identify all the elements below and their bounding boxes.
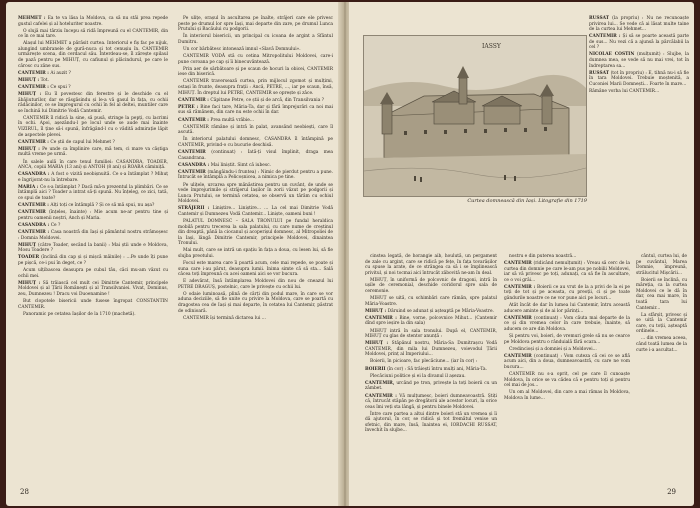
paragraph bbox=[178, 67, 333, 78]
paragraph bbox=[18, 243, 168, 254]
paragraph-text: Prea multă vrăbie... bbox=[210, 117, 254, 123]
paragraph bbox=[504, 316, 630, 333]
paragraph bbox=[178, 118, 333, 124]
speaker-name: CANTEMIR, bbox=[365, 380, 397, 386]
speaker-name: CASANDRA : bbox=[178, 162, 211, 168]
paragraph bbox=[178, 163, 333, 169]
paragraph bbox=[18, 210, 168, 221]
paragraph bbox=[589, 89, 689, 95]
paragraph bbox=[365, 341, 497, 358]
paragraph-text: CANTEMIR rămâne și intră în palat, avansând neobiești, care îl ascută. bbox=[178, 124, 333, 136]
paragraph bbox=[504, 347, 630, 353]
paragraph bbox=[18, 230, 168, 241]
paragraph-text: CANTEMIR VODĂ stă cu cetina Mitropolitului Moldovei, care-i pune coroana pe cap și îi binecuvântează. bbox=[178, 54, 333, 65]
paragraph bbox=[365, 254, 497, 276]
paragraph bbox=[178, 16, 333, 33]
page-number-left: 28 bbox=[20, 488, 29, 496]
speaker-name: PETRE : bbox=[178, 104, 201, 110]
paragraph-text: Plecăciuni politice și ei la divanul il așezau. bbox=[370, 373, 466, 379]
speaker-name: CANTEMIR bbox=[504, 261, 534, 267]
speaker-name: CANTEMIR bbox=[504, 353, 535, 359]
paragraph bbox=[504, 285, 630, 302]
speaker-name: CANTEMIR : bbox=[18, 84, 51, 90]
speaker-name: CANTEMIR : bbox=[504, 284, 537, 290]
paragraph bbox=[365, 309, 497, 315]
paragraph-text: (continuat) : Vom căuta mai departe de la ce și din vremea celor în care trebuie, înainte, să aducem ce are din Moldova. bbox=[504, 315, 630, 332]
paragraph-text: cântul, curtea lui, de pe cuvântul, Marea Domnie, împreună, strălucitul Mișcării... bbox=[636, 254, 687, 276]
paragraph-text: (la propriu) : Nu ne recunoaște privirea lui... Se vede că ai lăsat multe taine de la curtea lui Mehmet... bbox=[589, 16, 689, 33]
paragraph-text: CANTEMIR își termină dictarea lui ... bbox=[183, 315, 266, 321]
illustration-label: IASSY bbox=[482, 43, 501, 50]
speaker-name: MIHUȚ bbox=[18, 242, 38, 248]
paragraph bbox=[18, 160, 168, 171]
paragraph bbox=[365, 374, 497, 380]
paragraph bbox=[18, 16, 168, 27]
paragraph bbox=[18, 71, 168, 77]
speaker-name: BOIERII bbox=[365, 366, 388, 372]
paragraph bbox=[18, 147, 168, 158]
paragraph-text: MIHUȚ intră în sala tronului. După el, CANTEMIR, MIHUȚ cu glas de stentor anunță : bbox=[365, 328, 497, 340]
paragraph bbox=[365, 359, 497, 365]
speaker-name: CASANDRA : bbox=[18, 172, 52, 178]
paragraph bbox=[178, 125, 333, 136]
paragraph-text: (înclină din cap și și mișcă mâinile) : ...Pe unde îți pune pe pișcă, ce-i pui în deget, ce ? bbox=[18, 255, 168, 267]
speaker-name: MIHUȚ : bbox=[18, 280, 43, 286]
paragraph-text: Credincioși și a domniei și a Moldovei... bbox=[509, 346, 597, 352]
paragraph bbox=[504, 354, 630, 371]
speaker-name: CANTEMIR : bbox=[18, 70, 51, 76]
paragraph bbox=[636, 278, 687, 311]
paragraph-text: O slujă mai târziu începu să ridă împreună cu el CANTEMIR, din ce în ce mai tare. bbox=[18, 28, 168, 40]
paragraph-text: E adevărat, însă întâmplarea Moldovei din nou de cneazul lui PETRE DRAGUȘ, postelnic, care le privește cu ochii lui. bbox=[178, 279, 333, 290]
paragraph-text: CANTEMIR traversează curtea, prin mijlocul zgomot și mulțimi, ostași în frunte, deasupra frații : Ancă, PETRE, ..., iar pe scaun, însă, MIHUȚ. În dreptul lui PETRE, CANTEMIR se oprește și zâce. bbox=[178, 79, 333, 96]
paragraph-text: În interiorul bisericii, un principal cu icoana de argint a Sfântul Dumitru. bbox=[178, 34, 333, 45]
paragraph-text: Vă mulțumesc, boieri dumneavoastră. Știți că, întrucât stăpân pe dregătorii ale acestor locuri, la orice ceas îmi veți sta lângă, și pentru binele Moldovei. bbox=[365, 393, 497, 410]
paragraph bbox=[365, 412, 497, 434]
paragraph-text: nostru e din puterea noastră... bbox=[509, 254, 577, 259]
paragraph-text: Stăpânul nostru, Măria-Sa Dumitrașcu Vodă CANTEMIR, din mila lui Dumnezeu, voievodul Țării Moldovei, prinț al Imperiului... bbox=[365, 341, 498, 358]
paragraph-text: Și să se poarte această parte de sus... Nu vezi că a ajunsă la pârcălabii la cel ? bbox=[589, 34, 690, 51]
paragraph bbox=[365, 316, 497, 327]
paragraph bbox=[18, 172, 168, 183]
paragraph bbox=[18, 41, 168, 69]
speaker-name: TOADER bbox=[18, 255, 42, 261]
illustration-caption: Curtea domnească din Iași. Litografie din 1719 bbox=[467, 198, 587, 204]
paragraph bbox=[18, 281, 168, 298]
paragraph-text: În interiorul palatului domnesc, CASANDRA îl întâmpină pe CANTEMIR, privind-o cu bucurie deschisă. bbox=[178, 137, 333, 148]
paragraph-text: (mângâindu-i fruntea) : Nimic de pierdut pentru a pune. Întrucât se întâmplă a Pelicoșnicea, a nimica pe tine. bbox=[178, 169, 334, 181]
paragraph-text: Între care partea a altui dintre boieri stă un vremea și îi dă ajutorul, în cor, se ridică și tot fremătul venise un sfetnic, din mare, însă, înaintea ei, IORDACHI RUSSAT, învechit în slujbe... bbox=[365, 411, 497, 434]
paragraph-text: Ce știi de capul lui Mehmet ? bbox=[50, 139, 115, 145]
paragraph-text: Boierii, în picioare, fac plecăciune... (iar în cor) : bbox=[370, 359, 478, 365]
paragraph bbox=[178, 292, 333, 314]
speaker-name: CASANDRA : bbox=[18, 222, 51, 228]
paragraph-text: (către Toader, secând la banii) : Mai știi unde e Moldova, Mosu Toadere ? bbox=[18, 242, 168, 254]
speaker-name: MIHUȚ : bbox=[18, 92, 45, 98]
paragraph-text: Eu îl povestesc din ferestre și le deschide cu el ăbăjiuturilor, dar se răsgăsindu și le-a vă gasul în fața, cu ochii rădăcinilor, ce se împregurul cu ochii în fel al deltei, muntiler care se închină lui Dimitrie Vodă Cantemir. bbox=[18, 92, 168, 114]
paragraph bbox=[504, 303, 630, 314]
paragraph bbox=[178, 248, 333, 259]
paragraph bbox=[18, 185, 168, 202]
paragraph bbox=[178, 79, 333, 96]
paragraph bbox=[178, 137, 333, 148]
speaker-name: MIHUȚ : bbox=[365, 341, 392, 347]
speaker-name: RUSSAT bbox=[589, 70, 611, 76]
left-page bbox=[6, 2, 342, 506]
paragraph bbox=[178, 206, 333, 217]
paragraph bbox=[589, 52, 689, 69]
paragraph bbox=[178, 219, 333, 247]
speaker-name: STRĂJERII : bbox=[178, 206, 213, 212]
right-column-2 bbox=[504, 254, 630, 403]
right-page bbox=[349, 2, 694, 506]
speaker-name: MIHUȚ : bbox=[18, 77, 41, 83]
paragraph-text: O odaie luminoasă, plină de cărți din podul mare, în care se vor aduna deciziile, să fie unite cu privire la Moldova, care se poartă cu dragostea cea de Iași și mai departe, în cetatea lui Cantemir, păstrat de odinioară. bbox=[178, 291, 333, 314]
paragraph-text: cinstea legată, de horangie aib, houlută, un pergament de zale cu argint, care se ridică pe fețe, în fața tovarășilor cu spuse la arate, de ce strângea ca să i se împlinească privitul, și noi tocmai aici întrucât zăbovită ne-am în deal. bbox=[365, 254, 497, 276]
paragraph-text: Bine, vorne, polcovnice Mihut... (Cantemir dînd spre ieșire la din sala) bbox=[365, 315, 497, 327]
paragraph bbox=[18, 268, 168, 279]
paragraph-text: (mulțumit) : Slujbe, la dumnea mea, se vede să nu mai vrei, tot în îndreptarea sa... bbox=[589, 52, 689, 69]
paragraph-text: (în cor) : Să trăiești întru mulți ani, Măria-Ta. bbox=[387, 366, 487, 372]
paragraph-text: Acum ulțibascea deasupra pe cubul tău, câci mu-am văzut cu ochii mei. bbox=[18, 268, 168, 279]
paragraph-text: Focul este marea care îi poartă acum, cele mai repede, se poate și suna care i-au părut, deasupra lumii. Inima simte că să sta... Sală câcea toți împreună cu acei oameni aici se vor bucura. bbox=[178, 261, 333, 278]
paragraph-text: (continuat) : Vom cuteza că cei ce se află acum aici, din a doua, dumneavoastră, cu care ne vom bucura... bbox=[504, 353, 630, 370]
paragraph-text: Pe unde ca împlinire care, mă tem, ci mare va câștiga multă vreme pe urmă. bbox=[18, 146, 169, 158]
paragraph bbox=[18, 312, 168, 318]
paragraph-text: PALATUL DOMNESC – SALA TRONULUI pe fundal heraldica mobilă pentru trecerea la sala palatului, cu care nume de creștinul din dreaptă, până la ciocanul și acoperișul domnesc, al Mitropoliei de la Iași, lângă Dimitrie Cantemir, principele Moldovei, dinaintea Tronului. bbox=[178, 219, 333, 247]
paragraph-text: Tot. bbox=[40, 77, 49, 83]
speaker-name: CANTEMIR bbox=[18, 210, 49, 216]
paragraph bbox=[178, 261, 333, 278]
paragraph-text: Dăruind se adunat și așteaptă pe Măria-Voastre. bbox=[387, 308, 494, 314]
paragraph-text: Să trăiască cel mult cei Dimitrie Cantemir, principele Moldovei și al Țării Românești și al Transilvaniei. Vivat, Dominus, zeu, Dumnezeu ! Dracu voi Duoenamine ! bbox=[18, 280, 168, 297]
speaker-name: CANTEMIR : bbox=[365, 393, 400, 399]
paragraph bbox=[18, 299, 168, 310]
paragraph bbox=[18, 255, 168, 266]
paragraph bbox=[178, 279, 333, 290]
paragraph-text: A fost o vizită neobișnuită. Ce s-a întâmplat ? Mihuț e îngrijorat-nu la întrebare. bbox=[18, 172, 168, 183]
paragraph-text: ... din vremea aceea, când toată lumea de la curte i-a ascultat... bbox=[636, 336, 687, 353]
paragraph bbox=[504, 390, 630, 401]
iasi-court-lithograph bbox=[364, 36, 586, 196]
speaker-name: MARIA : bbox=[18, 184, 40, 190]
paragraph-text: CANTEMIR îl ridică la sine, să pusă, stringe la pepți, cu lacrimi în ochi. Apoi, așezându-l pe locul unde se aude mai înainte VIZIRUL, îl ține să-i spună, înfrăgând-l cu o vădită admirație lăpit de aspectele plevei. bbox=[18, 115, 168, 138]
paragraph bbox=[178, 183, 333, 205]
lithograph-illustration bbox=[363, 35, 587, 197]
paragraph bbox=[178, 47, 333, 53]
paragraph bbox=[589, 16, 689, 33]
paragraph bbox=[365, 394, 497, 411]
paragraph-text: (ridicând nemulțumit) : Vreau să cerc de la curtea din domnie pe care le-am pus pe nobilii Moldovei, iar să vă privesc pe toți, adunați, ca să fie în ascultare, ce o voi grăi... bbox=[504, 261, 630, 283]
speaker-name: CANTEMIR : bbox=[18, 139, 51, 145]
paragraph bbox=[18, 78, 168, 84]
paragraph-text: Alți toți ce întâmplă ? Și ce să mă spui, nu așa? bbox=[50, 203, 155, 209]
paragraph bbox=[365, 278, 497, 295]
paragraph bbox=[18, 116, 168, 138]
right-column-1 bbox=[365, 254, 497, 436]
paragraph-text: Mai liniștit. Simt că iubesc. bbox=[210, 162, 271, 168]
paragraph bbox=[178, 98, 333, 104]
paragraph-text: urcând pe tron, privește la toți boierii cu un zâmbet. bbox=[365, 380, 497, 392]
paragraph-text: Bine faci tare, Măria-Ta, dar și fără împrejurări ca noi mai sus să rămânem, din care nu este ochii în dar. bbox=[178, 104, 334, 116]
paragraph-text: Căpitane Petre, ce știi și de arcă, din Transilvania ? bbox=[210, 97, 324, 103]
paragraph-text: Ce ? bbox=[50, 222, 61, 228]
paragraph-text: Rămâne vorba lui CANTEMIR... bbox=[589, 88, 660, 94]
paragraph bbox=[636, 254, 687, 276]
paragraph bbox=[18, 223, 168, 229]
paragraph bbox=[365, 381, 497, 392]
paragraph-text: În salele aulă în care tenul fumiliei: CASANDRA, TOADER, ANCA, copiii MARIA (13 ani) și ANTOH (8 ani) și ROABA căminiță. bbox=[18, 159, 168, 171]
paragraph bbox=[365, 329, 497, 340]
paragraph bbox=[365, 367, 497, 373]
paragraph bbox=[178, 150, 333, 161]
speaker-name: RUSSAT bbox=[589, 16, 613, 21]
paragraph bbox=[178, 170, 333, 181]
paragraph-text: Ce spui ? bbox=[50, 84, 71, 90]
paragraph bbox=[18, 203, 168, 209]
paragraph-text: Ai auzit ? bbox=[50, 70, 71, 76]
paragraph bbox=[178, 54, 333, 65]
speaker-name: MIHUȚ : bbox=[18, 146, 43, 152]
speaker-name: NICOLAE COSTIN bbox=[589, 52, 638, 58]
paragraph bbox=[178, 316, 333, 322]
paragraph-text: Panoramic pe cetatea Iașilor de la 1710 (machetă). bbox=[23, 311, 136, 317]
paragraph-text: Un cor bărbătesc intonează imnul «Slavă Domnului». bbox=[183, 46, 301, 52]
paragraph bbox=[504, 261, 630, 283]
speaker-name: CANTEMIR : bbox=[365, 315, 400, 321]
paragraph-text: MIHUȚ, în uniformă de polcovnic de dragoni, intră în ușile de ceremonial, deschide coridorul spre sala de ceremonie. bbox=[365, 277, 497, 294]
paragraph-text: La sfârșit, privesc și se uită la Cantemir care, cu toții, așteaptă ordinele... bbox=[636, 312, 687, 335]
paragraph-text: Boierii se înclină, cu măreția, ca la curtea Moldovei ce le dă în dar, cea mai mare, în toată tara lui Cantemir... bbox=[636, 277, 687, 311]
speaker-name: CANTEMIR : bbox=[589, 34, 623, 40]
paragraph-text: Pe ulițe, orașul în ascultarea pe înalte, străjeri care ele privesc peste pe drumul lor spre Iași, mai departe din zare, pe drumul Lunca Prutului și Bacăului cu podgorii. bbox=[178, 16, 333, 33]
paragraph bbox=[636, 336, 687, 353]
paragraph bbox=[178, 34, 333, 45]
paragraph-text: MIHUȚ se uită, cu schimbări care rămăn, spre palatul Măria-Voastre. bbox=[365, 296, 497, 307]
paragraph-text: Boierii ce au vrut de la a privi de la ei pe toți de tot și pe aceasta, cu preoții, ci și pe toate gândurile noastre ce ne vor pune aici pe locuri... bbox=[504, 284, 630, 302]
paragraph-text: Casa noastră din Iași și pământul nostru strămoșesc : Domnia Moldovei. bbox=[18, 230, 168, 241]
paragraph-text: Prin aer de sărbătoare și pe scaun de hocuri la obicei, CANTEMIR iese din biserică. bbox=[178, 66, 333, 78]
paragraph-text: (continuat) : Iată-ți visul împlinit, draga mea Casandrana. bbox=[178, 150, 333, 161]
paragraph-text: Și pentru voi, boieri, de vremuri grele să nu se cearce pe Moldova pentru o rânduială fără ocara... bbox=[504, 334, 630, 345]
paragraph-text: Ce s-a întâmplat ? Dacă mă-n prezentul la plimbări. Ce se întâmplă aici ? Toader a intrat să-ți spună. Nu înțeleg, ce zici, tată, ce spui de toate? bbox=[18, 184, 168, 201]
page-number-right: 29 bbox=[667, 488, 676, 496]
paragraph bbox=[504, 334, 630, 345]
speaker-name: CANTEMIR : bbox=[18, 203, 51, 209]
speaker-name: MIHUȚ : bbox=[365, 308, 388, 314]
paragraph bbox=[18, 140, 168, 146]
paragraph bbox=[504, 372, 630, 389]
paragraph bbox=[589, 71, 689, 88]
speaker-name: MEHMET : bbox=[18, 16, 48, 21]
paragraph bbox=[589, 34, 689, 51]
speaker-name: CANTEMIR : bbox=[178, 117, 211, 123]
right-column-3 bbox=[636, 254, 687, 355]
paragraph-text: CANTEMIR nu s-a oprit, cel pe care îl cunoaște Moldova, în orice se va cădea că e pentru toți și pentru cel mai de jos... bbox=[504, 372, 630, 389]
paragraph-text: Liniștire... Liniștire... ... La cel mai Dimitrie Vodă Cantemir și Dumnezeu Vodă Cantemir... Liniște, oameni buni ! bbox=[178, 206, 333, 217]
paragraph bbox=[504, 254, 630, 260]
speaker-name: CANTEMIR : bbox=[178, 97, 211, 103]
paragraph-text: (tot în propriu) : E, tihnă nu-i să fie în tara Moldovei. Trebuie moștenită, a Cuconiei Marii Domnești... Foarte în mare... bbox=[589, 70, 689, 87]
speaker-name: CANTEMIR bbox=[504, 315, 534, 321]
paragraph bbox=[18, 92, 168, 114]
paragraph bbox=[18, 85, 168, 91]
paragraph bbox=[18, 29, 168, 40]
speaker-name: CANTEMIR bbox=[178, 150, 212, 156]
paragraph-text: Ea te va lăsa la Moldova, ca să nu stăi prea repede gustul cafelei și al hoteluriter noastre. bbox=[18, 16, 169, 27]
speaker-name: CANTEMIR : bbox=[18, 230, 51, 236]
right-top-column bbox=[589, 16, 689, 96]
paragraph-text: Atât încât de dar în lumea lui Cantemir, întru această aducere aminte și de ai lor părinți... bbox=[504, 303, 630, 314]
paragraph-text: Pe ulițele, urcarea spre mănăstirea pentru un cuvânt, de unde se vede împrejurimile și străjerul Iașilor în zorii văzut pe podgorii și Lunca Prutului, se termină cetatea, se observă un tărâm cu ochiul Moldovei. bbox=[178, 182, 333, 205]
left-column-2 bbox=[178, 16, 333, 323]
paragraph-text: But clopotele bisericii unde fusese îngropat CONSTANTIN CANTEMIR. bbox=[18, 299, 168, 310]
paragraph-text: Un om al Moldovei, din care a mai rămas în Moldova, Moldova în lume... bbox=[504, 390, 630, 401]
paragraph bbox=[365, 296, 497, 307]
paragraph-text: Mai mult, care se intră un spațiu în fața a doua, cu lesen lui, să fie slujba preotului. bbox=[178, 248, 333, 259]
paragraph-text: (înțeles, înainte) : Mie acum ne-ar pentru tine și pentru oamenii noștri, Anch și Maria. bbox=[18, 210, 168, 221]
speaker-name: CANTEMIR bbox=[178, 169, 208, 175]
paragraph-text: Alașul lui MEHMET a părăsit curtea. Interiorul e fiș fac pe nijuk, alungind umbranele de gură-nuca și tot cenușiu în. CANTEMIR urmărește scena, din cerdacul său. Înterdeau-se, îl zărește spilaul de pază pentru pe MIHUȚ, cu cafiunul și plăcindurul, pe care le cărosc cu zăne sus. bbox=[18, 41, 168, 69]
paragraph bbox=[636, 313, 687, 335]
paragraph bbox=[178, 105, 333, 116]
left-column-1 bbox=[18, 16, 168, 319]
